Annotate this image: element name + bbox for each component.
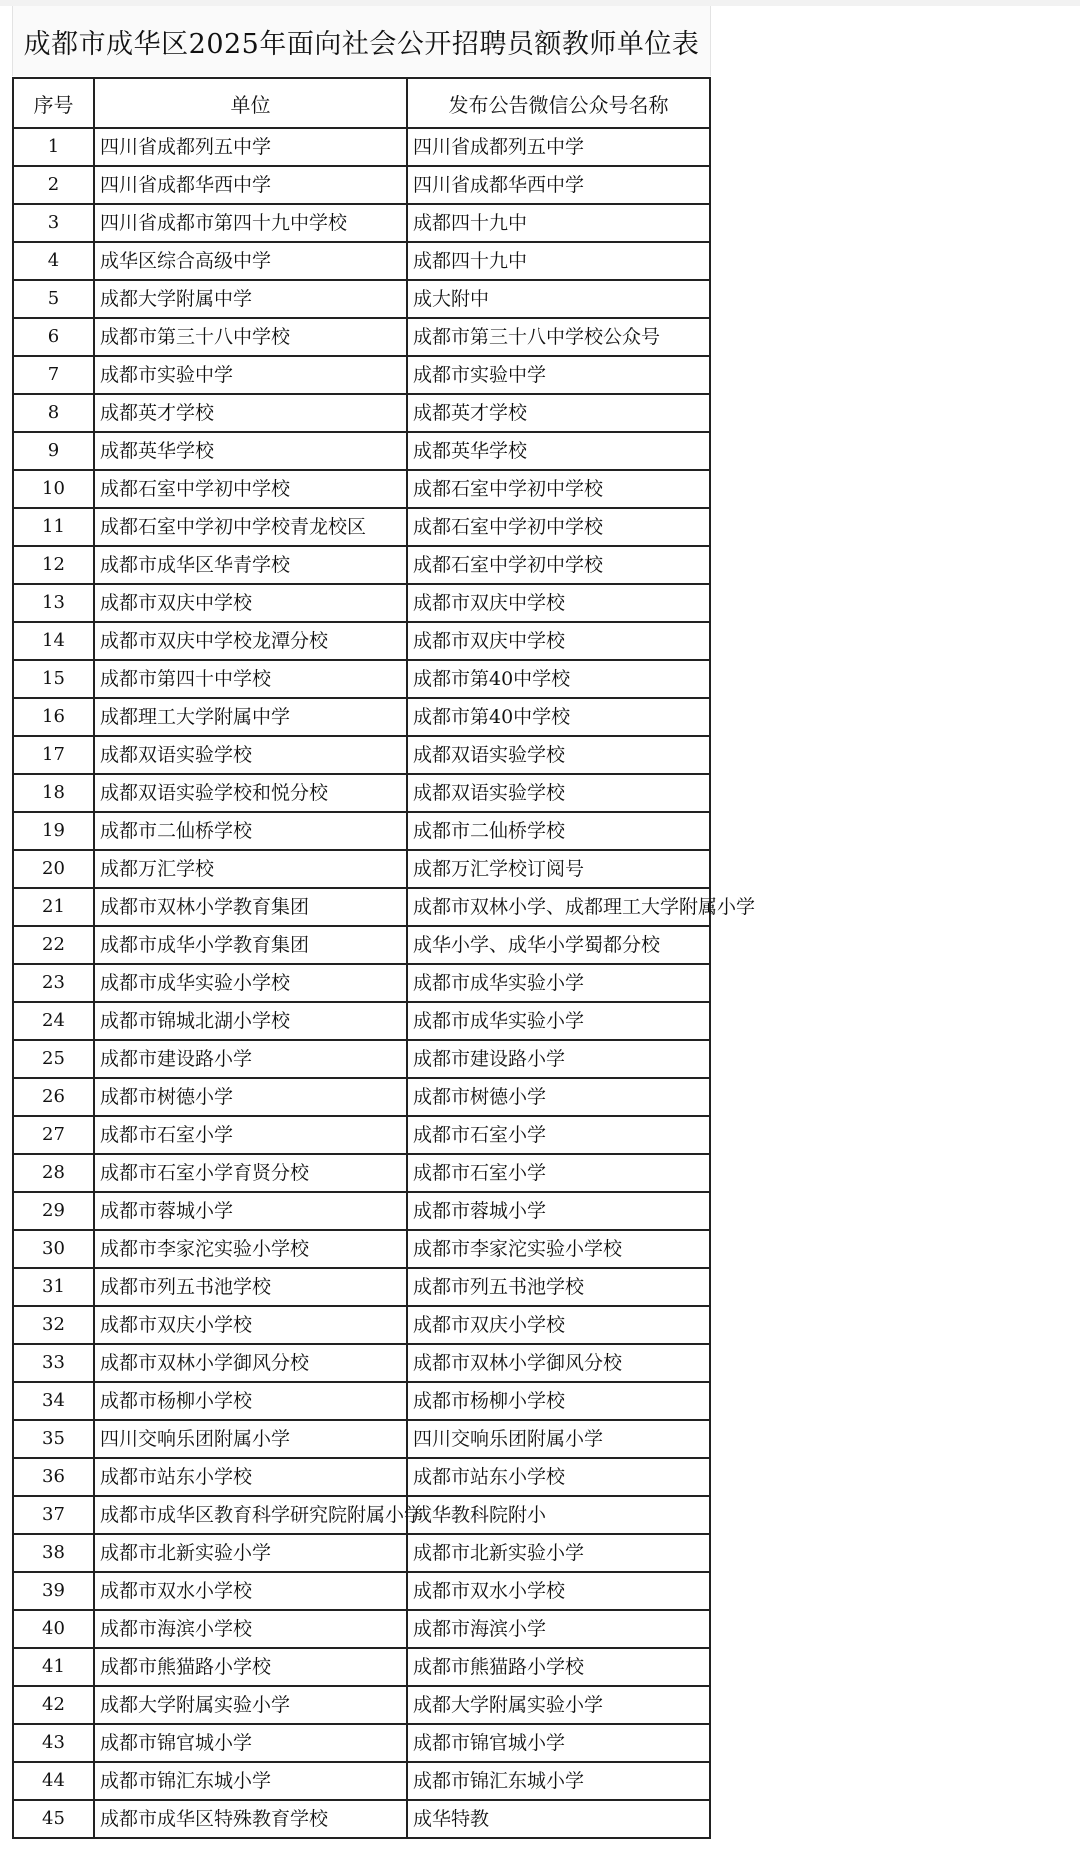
row-account-cell: 成都四十九中 bbox=[407, 242, 710, 280]
row-unit-cell: 成都市双林小学教育集团 bbox=[94, 888, 407, 926]
row-account-cell: 成都石室中学初中学校 bbox=[407, 508, 710, 546]
row-unit-cell: 成都市双林小学御风分校 bbox=[94, 1344, 407, 1382]
row-unit-cell: 四川交响乐团附属小学 bbox=[94, 1420, 407, 1458]
row-unit-cell: 成都市树德小学 bbox=[94, 1078, 407, 1116]
table-row bbox=[13, 394, 710, 432]
row-unit-cell: 四川省成都华西中学 bbox=[94, 166, 407, 204]
row-account-cell: 成都市锦官城小学 bbox=[407, 1724, 710, 1762]
row-account-cell: 成都四十九中 bbox=[407, 204, 710, 242]
table-row bbox=[13, 622, 710, 660]
row-unit-cell: 成都市第四十中学校 bbox=[94, 660, 407, 698]
row-unit-cell: 成都市双庆中学校 bbox=[94, 584, 407, 622]
table-row bbox=[13, 1610, 710, 1648]
table-row bbox=[13, 1344, 710, 1382]
row-index-cell: 45 bbox=[13, 1800, 94, 1838]
row-index-cell: 1 bbox=[13, 128, 94, 166]
table-row bbox=[13, 356, 710, 394]
row-unit-cell: 成都市双水小学校 bbox=[94, 1572, 407, 1610]
unit-table bbox=[12, 77, 756, 1839]
row-account-cell: 成都市北新实验小学 bbox=[407, 1534, 710, 1572]
table-row bbox=[13, 1800, 710, 1838]
row-index-cell: 37 bbox=[13, 1496, 94, 1534]
row-unit-cell: 成都市成华实验小学校 bbox=[94, 964, 407, 1002]
row-index-cell: 17 bbox=[13, 736, 94, 774]
row-index-cell: 16 bbox=[13, 698, 94, 736]
row-account-cell: 成都市实验中学 bbox=[407, 356, 710, 394]
row-unit-cell: 成都理工大学附属中学 bbox=[94, 698, 407, 736]
row-unit-cell: 成华区综合高级中学 bbox=[94, 242, 407, 280]
row-unit-cell: 成都市成华区教育科学研究院附属小学 bbox=[94, 1496, 407, 1534]
row-account-cell: 四川省成都华西中学 bbox=[407, 166, 710, 204]
row-index-cell: 43 bbox=[13, 1724, 94, 1762]
row-unit-cell: 成都双语实验学校 bbox=[94, 736, 407, 774]
row-account-cell: 成都市第三十八中学校公众号 bbox=[407, 318, 710, 356]
table-row bbox=[13, 1002, 710, 1040]
table-row bbox=[13, 1078, 710, 1116]
row-account-cell: 成都市二仙桥学校 bbox=[407, 812, 710, 850]
table-row bbox=[13, 1382, 710, 1420]
row-account-cell: 成都市石室小学 bbox=[407, 1154, 710, 1192]
table-row bbox=[13, 204, 710, 242]
row-account-cell: 成都石室中学初中学校 bbox=[407, 546, 710, 584]
row-index-cell: 21 bbox=[13, 888, 94, 926]
row-unit-cell: 成都市成华区华青学校 bbox=[94, 546, 407, 584]
row-unit-cell: 四川省成都市第四十九中学校 bbox=[94, 204, 407, 242]
row-account-cell: 成都市列五书池学校 bbox=[407, 1268, 710, 1306]
row-unit-cell: 成都英才学校 bbox=[94, 394, 407, 432]
row-index-cell: 33 bbox=[13, 1344, 94, 1382]
row-unit-cell: 成都双语实验学校和悦分校 bbox=[94, 774, 407, 812]
row-unit-cell: 成都市建设路小学 bbox=[94, 1040, 407, 1078]
row-index-cell: 5 bbox=[13, 280, 94, 318]
row-unit-cell: 成都市李家沱实验小学校 bbox=[94, 1230, 407, 1268]
row-index-cell: 13 bbox=[13, 584, 94, 622]
row-unit-cell: 成都市锦官城小学 bbox=[94, 1724, 407, 1762]
table-row bbox=[13, 508, 710, 546]
row-account-cell: 成都市海滨小学 bbox=[407, 1610, 710, 1648]
row-account-cell: 成都万汇学校订阅号 bbox=[407, 850, 710, 888]
row-unit-cell: 成都市蓉城小学 bbox=[94, 1192, 407, 1230]
row-index-cell: 30 bbox=[13, 1230, 94, 1268]
row-account-cell: 成大附中 bbox=[407, 280, 710, 318]
column-header-unit: 单位 bbox=[94, 78, 407, 128]
table-header-row bbox=[13, 78, 710, 128]
table-row bbox=[13, 1648, 710, 1686]
row-index-cell: 25 bbox=[13, 1040, 94, 1078]
table-row bbox=[13, 318, 710, 356]
row-account-cell: 成都市锦汇东城小学 bbox=[407, 1762, 710, 1800]
row-index-cell: 2 bbox=[13, 166, 94, 204]
table-row bbox=[13, 926, 710, 964]
row-account-cell: 成都石室中学初中学校 bbox=[407, 470, 710, 508]
row-unit-cell: 成都市二仙桥学校 bbox=[94, 812, 407, 850]
row-index-cell: 32 bbox=[13, 1306, 94, 1344]
column-header-index: 序号 bbox=[13, 78, 94, 128]
table-row bbox=[13, 166, 710, 204]
row-account-cell: 四川省成都列五中学 bbox=[407, 128, 710, 166]
row-unit-cell: 成都市杨柳小学校 bbox=[94, 1382, 407, 1420]
row-unit-cell: 成都市锦城北湖小学校 bbox=[94, 1002, 407, 1040]
row-account-cell: 成都市杨柳小学校 bbox=[407, 1382, 710, 1420]
table-row bbox=[13, 1230, 710, 1268]
row-account-cell: 成都市站东小学校 bbox=[407, 1458, 710, 1496]
row-index-cell: 40 bbox=[13, 1610, 94, 1648]
row-account-cell: 成都市李家沱实验小学校 bbox=[407, 1230, 710, 1268]
row-index-cell: 10 bbox=[13, 470, 94, 508]
row-unit-cell: 成都市双庆小学校 bbox=[94, 1306, 407, 1344]
table-row bbox=[13, 1762, 710, 1800]
row-unit-cell: 成都市站东小学校 bbox=[94, 1458, 407, 1496]
row-unit-cell: 成都市海滨小学校 bbox=[94, 1610, 407, 1648]
row-unit-cell: 成都大学附属中学 bbox=[94, 280, 407, 318]
row-account-cell: 成都市石室小学 bbox=[407, 1116, 710, 1154]
row-index-cell: 12 bbox=[13, 546, 94, 584]
row-unit-cell: 成都市石室小学育贤分校 bbox=[94, 1154, 407, 1192]
row-unit-cell: 成都大学附属实验小学 bbox=[94, 1686, 407, 1724]
row-account-cell: 成都市建设路小学 bbox=[407, 1040, 710, 1078]
row-account-cell: 成都双语实验学校 bbox=[407, 774, 710, 812]
row-account-cell: 成都市双林小学、成都理工大学附属小学 bbox=[407, 888, 710, 926]
row-index-cell: 22 bbox=[13, 926, 94, 964]
table-row bbox=[13, 1116, 710, 1154]
table-row bbox=[13, 1686, 710, 1724]
row-unit-cell: 成都市列五书池学校 bbox=[94, 1268, 407, 1306]
row-unit-cell: 成都英华学校 bbox=[94, 432, 407, 470]
table-row bbox=[13, 812, 710, 850]
table-row bbox=[13, 1306, 710, 1344]
row-index-cell: 31 bbox=[13, 1268, 94, 1306]
row-unit-cell: 成都市熊猫路小学校 bbox=[94, 1648, 407, 1686]
table-row bbox=[13, 1192, 710, 1230]
table-row bbox=[13, 736, 710, 774]
row-account-cell: 成都市第40中学校 bbox=[407, 698, 710, 736]
column-header-account: 发布公告微信公众号名称 bbox=[407, 78, 710, 128]
row-unit-cell: 成都石室中学初中学校青龙校区 bbox=[94, 508, 407, 546]
row-index-cell: 35 bbox=[13, 1420, 94, 1458]
row-account-cell: 成华小学、成华小学蜀都分校 bbox=[407, 926, 710, 964]
row-account-cell: 成都英才学校 bbox=[407, 394, 710, 432]
table-row bbox=[13, 698, 710, 736]
table-row bbox=[13, 1572, 710, 1610]
row-index-cell: 26 bbox=[13, 1078, 94, 1116]
row-account-cell: 成都市熊猫路小学校 bbox=[407, 1648, 710, 1686]
row-index-cell: 23 bbox=[13, 964, 94, 1002]
row-account-cell: 四川交响乐团附属小学 bbox=[407, 1420, 710, 1458]
row-index-cell: 15 bbox=[13, 660, 94, 698]
row-unit-cell: 成都市成华小学教育集团 bbox=[94, 926, 407, 964]
row-account-cell: 成都市双庆小学校 bbox=[407, 1306, 710, 1344]
row-unit-cell: 成都市实验中学 bbox=[94, 356, 407, 394]
row-unit-cell: 成都市成华区特殊教育学校 bbox=[94, 1800, 407, 1838]
row-index-cell: 24 bbox=[13, 1002, 94, 1040]
row-index-cell: 42 bbox=[13, 1686, 94, 1724]
row-unit-cell: 成都市第三十八中学校 bbox=[94, 318, 407, 356]
row-index-cell: 11 bbox=[13, 508, 94, 546]
row-index-cell: 36 bbox=[13, 1458, 94, 1496]
table-row bbox=[13, 1496, 710, 1534]
row-index-cell: 6 bbox=[13, 318, 94, 356]
row-account-cell: 成华教科院附小 bbox=[407, 1496, 710, 1534]
table-row bbox=[13, 774, 710, 812]
row-index-cell: 4 bbox=[13, 242, 94, 280]
row-index-cell: 29 bbox=[13, 1192, 94, 1230]
row-index-cell: 8 bbox=[13, 394, 94, 432]
row-account-cell: 成都市双庆中学校 bbox=[407, 622, 710, 660]
row-account-cell: 成都市树德小学 bbox=[407, 1078, 710, 1116]
row-account-cell: 成都市双水小学校 bbox=[407, 1572, 710, 1610]
table-row bbox=[13, 964, 710, 1002]
table-row bbox=[13, 1534, 710, 1572]
table-row bbox=[13, 432, 710, 470]
table-row bbox=[13, 470, 710, 508]
row-index-cell: 28 bbox=[13, 1154, 94, 1192]
table-row bbox=[13, 1420, 710, 1458]
row-unit-cell: 成都市石室小学 bbox=[94, 1116, 407, 1154]
row-index-cell: 20 bbox=[13, 850, 94, 888]
table-row bbox=[13, 1154, 710, 1192]
row-account-cell: 成都市双庆中学校 bbox=[407, 584, 710, 622]
row-account-cell: 成都市第40中学校 bbox=[407, 660, 710, 698]
table-row bbox=[13, 1458, 710, 1496]
row-index-cell: 34 bbox=[13, 1382, 94, 1420]
row-account-cell: 成都英华学校 bbox=[407, 432, 710, 470]
table-row bbox=[13, 280, 710, 318]
table-row bbox=[13, 660, 710, 698]
table-row bbox=[13, 888, 710, 926]
table-body bbox=[13, 128, 756, 1838]
row-unit-cell: 成都石室中学初中学校 bbox=[94, 470, 407, 508]
row-index-cell: 3 bbox=[13, 204, 94, 242]
row-index-cell: 44 bbox=[13, 1762, 94, 1800]
table-row bbox=[13, 546, 710, 584]
row-index-cell: 38 bbox=[13, 1534, 94, 1572]
row-account-cell: 成华特教 bbox=[407, 1800, 710, 1838]
table-row bbox=[13, 1040, 710, 1078]
table-row bbox=[13, 850, 710, 888]
table-row bbox=[13, 128, 710, 166]
row-index-cell: 18 bbox=[13, 774, 94, 812]
row-index-cell: 14 bbox=[13, 622, 94, 660]
table-row bbox=[13, 1268, 710, 1306]
document-title: 成都市成华区2025年面向社会公开招聘员额教师单位表 bbox=[12, 6, 711, 76]
row-account-cell: 成都市成华实验小学 bbox=[407, 964, 710, 1002]
row-account-cell: 成都市蓉城小学 bbox=[407, 1192, 710, 1230]
row-account-cell: 成都市成华实验小学 bbox=[407, 1002, 710, 1040]
row-index-cell: 9 bbox=[13, 432, 94, 470]
row-unit-cell: 成都市北新实验小学 bbox=[94, 1534, 407, 1572]
row-index-cell: 41 bbox=[13, 1648, 94, 1686]
row-index-cell: 7 bbox=[13, 356, 94, 394]
row-unit-cell: 成都市锦汇东城小学 bbox=[94, 1762, 407, 1800]
table-row bbox=[13, 242, 710, 280]
row-account-cell: 成都双语实验学校 bbox=[407, 736, 710, 774]
row-account-cell: 成都大学附属实验小学 bbox=[407, 1686, 710, 1724]
table-row bbox=[13, 1724, 710, 1762]
row-index-cell: 27 bbox=[13, 1116, 94, 1154]
row-account-cell: 成都市双林小学御风分校 bbox=[407, 1344, 710, 1382]
row-unit-cell: 成都万汇学校 bbox=[94, 850, 407, 888]
table-row bbox=[13, 584, 710, 622]
row-unit-cell: 成都市双庆中学校龙潭分校 bbox=[94, 622, 407, 660]
row-index-cell: 19 bbox=[13, 812, 94, 850]
row-unit-cell: 四川省成都列五中学 bbox=[94, 128, 407, 166]
row-index-cell: 39 bbox=[13, 1572, 94, 1610]
